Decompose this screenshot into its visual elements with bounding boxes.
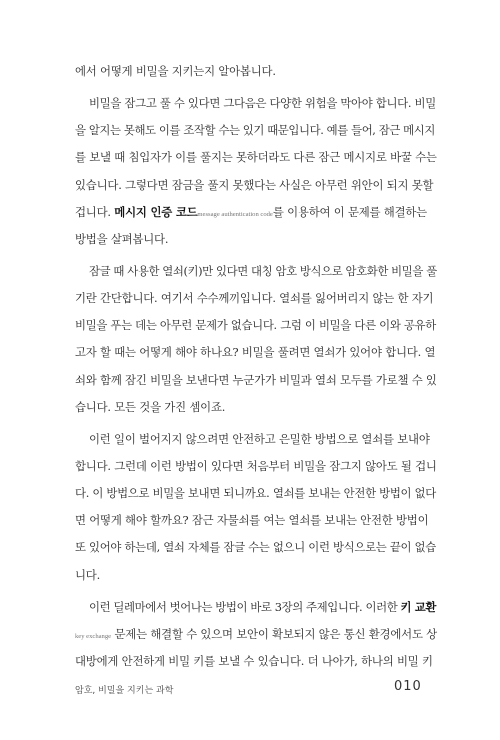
text-line: 쇠와 함께 잠긴 비밀을 보낸다면 누군가가 비밀과 열쇠 모두를 가로챌 수 있	[75, 372, 437, 387]
body-text	[75, 58, 437, 675]
text-segment: 를 이용하여 이 문제를 해결하는	[272, 204, 427, 219]
running-footer-title: 암호, 비밀을 지키는 과학	[75, 686, 174, 696]
text-line	[75, 621, 437, 648]
key-term-mac: 메시지 인증 코드	[114, 204, 198, 219]
text-line: 방법을 살펴봅니다.	[75, 231, 169, 246]
text-line	[75, 594, 437, 621]
text-line: 에서 어떻게 비밀을 지키는지 알아봅니다.	[75, 64, 276, 78]
text-line: 다. 이 방법으로 비밀을 보내면 되니까요. 열쇠를 보내는 안전한 방법이 없다	[75, 486, 436, 501]
text-line: 잠글 때 사용한 열쇠(키)만 있다면 대칭 암호 방식으로 암호화한 비밀을 풀	[89, 263, 437, 278]
text-line: 있습니다. 그렇다면 잠금을 풀지 못했다는 사실은 아무런 위안이 되지 못할	[75, 177, 434, 192]
text-line: 니다.	[75, 567, 101, 582]
text-line	[75, 199, 437, 226]
text-line: 이런 일이 벌어지지 않으려면 안전하고 은밀한 방법으로 열쇠를 보내야	[89, 431, 430, 446]
text-line: 기란 간단합니다. 여기서 수수께끼입니다. 열쇠를 잃어버리지 않는 한 자기	[75, 291, 434, 306]
key-term-key-exchange: 키 교환	[400, 599, 436, 614]
text-line: 대방에게 안전하게 비밀 키를 보낼 수 있습니다. 더 나아가, 하나의 비밀 키	[75, 653, 433, 668]
text-segment: 문제는 해결할 수 있으며 보안이 확보되지 않은 통신 환경에서도 상	[114, 626, 437, 641]
text-line: 고자 할 때는 어떻게 해야 하나요? 비밀을 풀려면 열쇠가 있어야 합니다. 열	[75, 345, 436, 360]
english-term-mac: message authentication code	[197, 210, 273, 218]
page-number: 010	[394, 679, 422, 694]
text-line: 비밀을 잠그고 풀 수 있다면 그다음은 다양한 위험을 막아야 합니다. 비밀	[89, 96, 436, 111]
text-line: 를 보낼 때 침입자가 이를 풀지는 못하더라도 다른 잠근 메시지로 바꿀 수는	[75, 150, 437, 165]
text-line: 합니다. 그런데 이런 방법이 있다면 처음부터 비밀을 잠그지 않아도 될 겁니	[75, 458, 437, 473]
text-segment: 이런 딜레마에서 벗어나는 방법이 바로 3장의 주제입니다. 이러한	[89, 599, 398, 614]
text-line: 또 있어야 하는데, 열쇠 자체를 잠글 수는 없으니 이런 방식으로는 끝이 없습	[75, 540, 436, 555]
text-line: 비밀을 푸는 데는 아무런 문제가 없습니다. 그럼 이 비밀을 다른 이와 공유하	[75, 318, 436, 333]
text-line: 면 어떻게 해야 할까요? 잠근 자물쇠를 여는 열쇠를 보내는 안전한 방법이	[75, 513, 429, 528]
text-line: 습니다. 모든 것을 가진 셈이죠.	[75, 399, 226, 414]
text-segment: 겁니다.	[75, 204, 111, 219]
text-line: 을 알지는 못해도 이를 조작할 수는 있기 때문입니다. 예를 들어, 잠근 메시지	[75, 123, 435, 138]
english-term-key-exchange: key exchange	[75, 632, 112, 640]
